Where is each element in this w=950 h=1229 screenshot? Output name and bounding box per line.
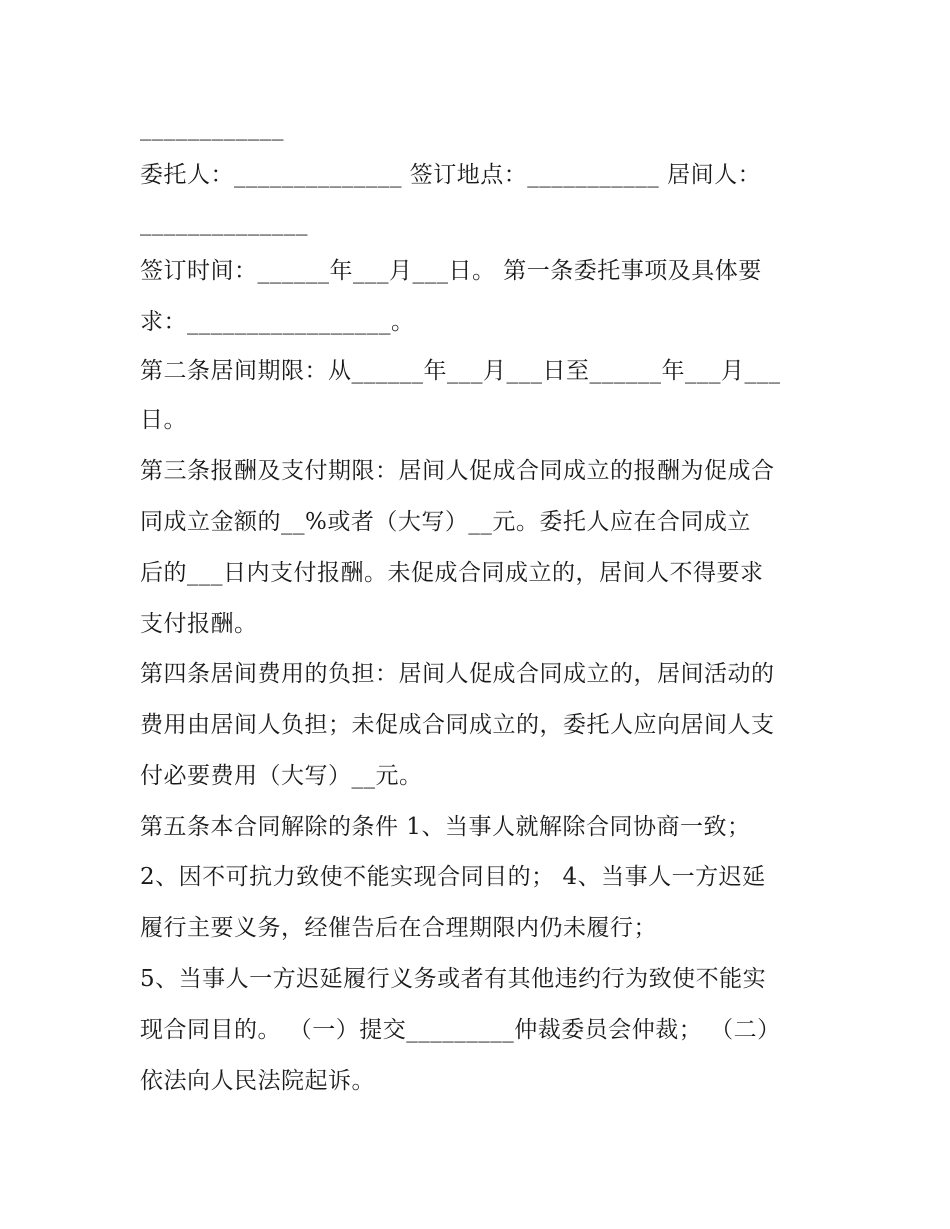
article-four-line-3: 付必要费用（大写）__元。 — [140, 763, 423, 789]
blank-signature-line: ____________ — [140, 115, 284, 141]
article-three-line-2: 同成立金额的__%或者（大写）__元。委托人应在合同成立 — [140, 509, 751, 535]
article-five-line-5: 现合同目的。 （一）提交_________仲裁委员会仲裁； （二） — [140, 1017, 781, 1043]
article-five-line-4: 5、当事人一方迟延履行义务或者有其他违约行为致使不能实 — [140, 966, 767, 992]
article-two-end-line: 日。 — [140, 407, 187, 433]
article-five-line-1: 第五条本合同解除的条件 1、当事人就解除合同协商一致； — [140, 814, 751, 840]
article-three-line-3: 后的___日内支付报酬。未促成合同成立的，居间人不得要求 — [140, 560, 764, 586]
article-four-line-1: 第四条居间费用的负担：居间人促成合同成立的，居间活动的 — [140, 661, 775, 687]
article-five-line-6: 依法向人民法院起诉。 — [140, 1068, 375, 1094]
requirements-line: 求：_________________。 — [140, 309, 415, 335]
signing-date-line: 签订时间：______年___月___日。 第一条委托事项及具体要 — [140, 258, 762, 284]
article-five-line-3: 履行主要义务，经催告后在合理期限内仍未履行； — [140, 915, 657, 941]
intermediary-blank-line: ______________ — [140, 210, 308, 236]
article-five-line-2: 2、因不可抗力致使不能实现合同目的； 4、当事人一方迟延 — [140, 864, 766, 890]
article-three-line-4: 支付报酬。 — [140, 611, 258, 637]
parties-line: 委托人：______________ 签订地点：___________ 居间人： — [140, 162, 762, 188]
article-two-line: 第二条居间期限：从______年___月___日至______年___月___ — [140, 358, 781, 384]
article-three-line-1: 第三条报酬及支付期限：居间人促成合同成立的报酬为促成合 — [140, 458, 775, 484]
article-four-line-2: 费用由居间人负担；未促成合同成立的，委托人应向居间人支 — [140, 712, 775, 738]
